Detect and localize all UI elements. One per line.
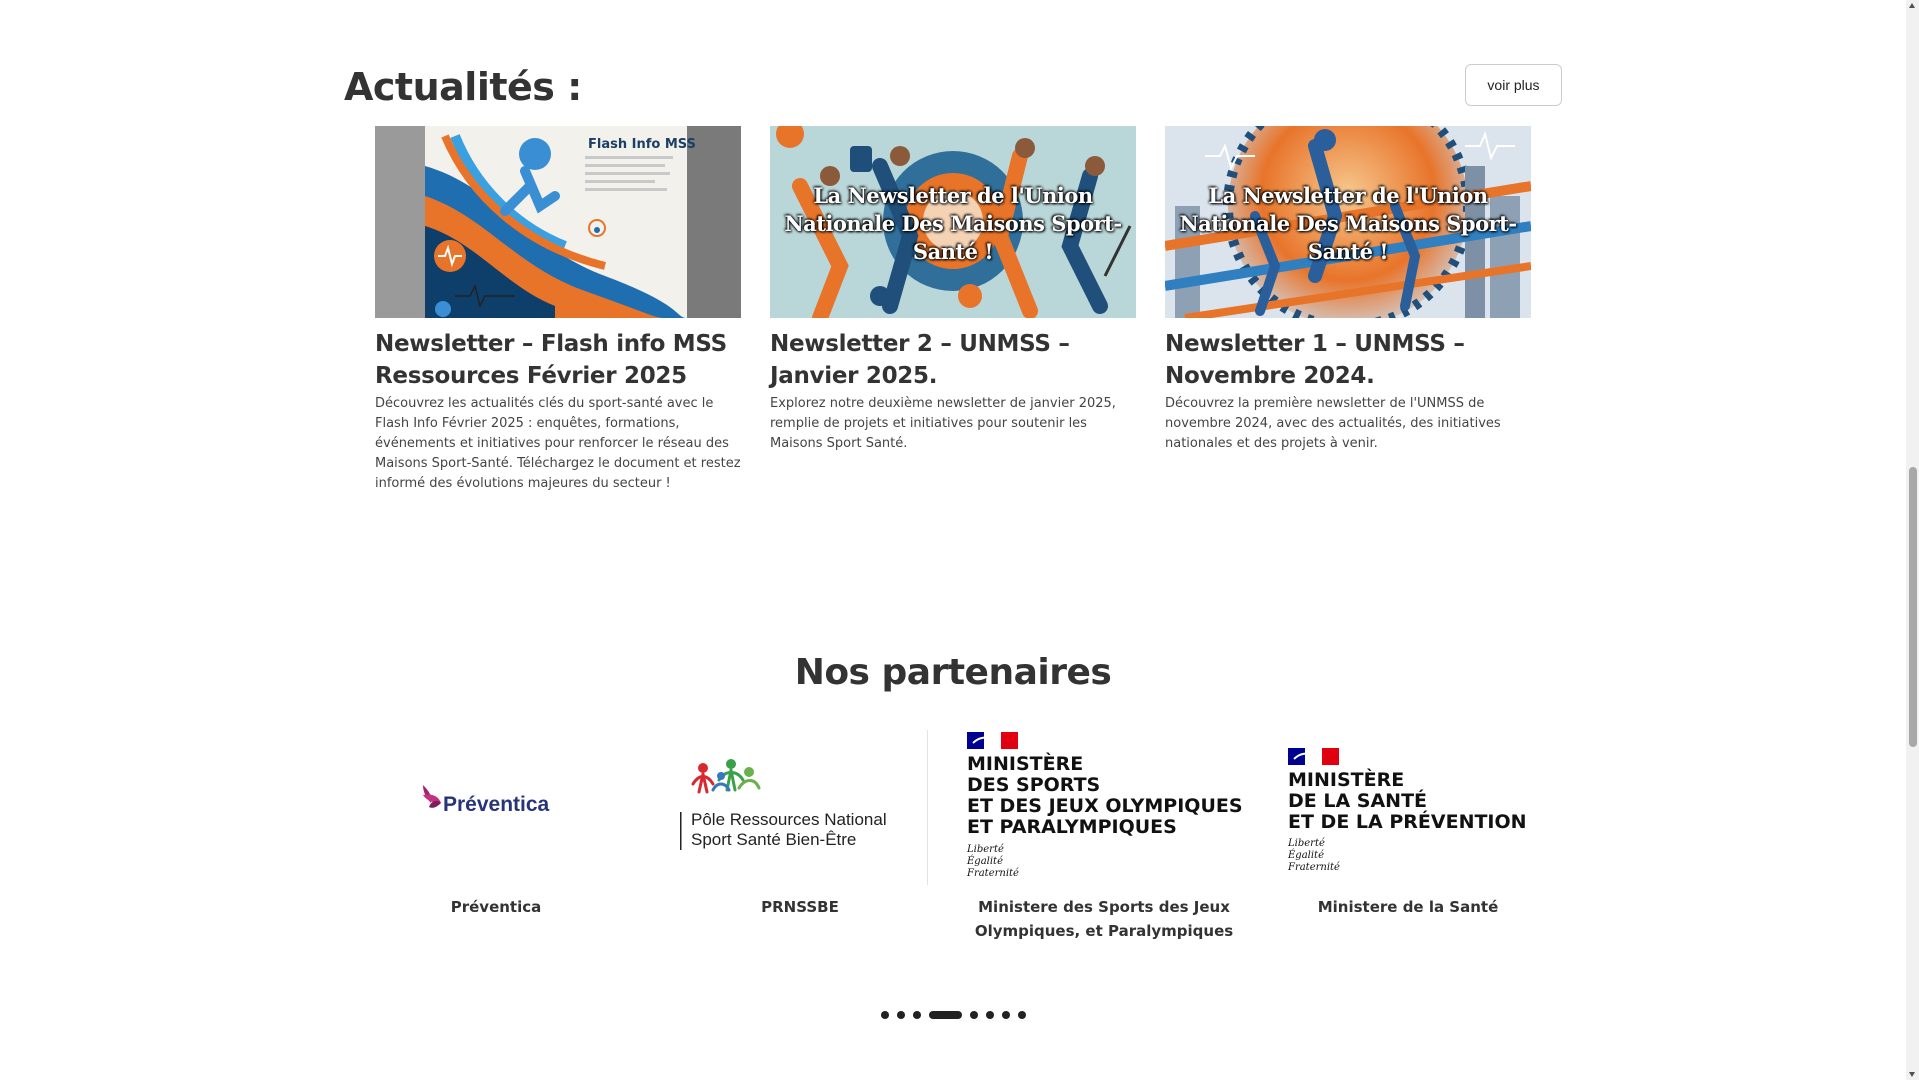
carousel-pagination <box>0 1011 1906 1019</box>
news-card-image-caption: La Newsletter de l'Union Nationale Des Maisons Sport-Santé ! <box>784 183 1122 264</box>
partner-name: Préventica <box>450 898 542 916</box>
news-card-description: Explorez notre deuxième newsletter de janvier 2025, remplie de projets et initiatives pour soutenir les Maisons Sport Santé. <box>770 396 1116 451</box>
scroll-up-arrow-icon[interactable] <box>1909 3 1915 8</box>
news-card-image[interactable] <box>375 126 741 318</box>
ministere-sports-motto: Liberté <box>967 844 1004 855</box>
ministere-sports-logo-line: ET PARALYMPIQUES <box>967 816 1177 838</box>
carousel-dot[interactable] <box>1002 1011 1010 1019</box>
partner-item[interactable] <box>1263 730 1553 919</box>
carousel-dot[interactable] <box>986 1011 994 1019</box>
preventica-logo[interactable] <box>351 730 641 885</box>
carousel-dot-active[interactable] <box>929 1011 962 1019</box>
prnssbe-logo-line2: Sport Santé Bien-Être <box>691 830 857 849</box>
partner-item[interactable] <box>351 730 641 919</box>
ministere-sante-logo-line: DE LA SANTÉ <box>1288 790 1428 812</box>
ministere-sports-logo-line: ET DES JEUX OLYMPIQUES <box>967 795 1243 817</box>
ministere-sports-motto: Fraternité <box>967 868 1019 879</box>
news-card-title[interactable]: Newsletter 2 – UNMSS – Janvier 2025. <box>770 331 1070 389</box>
news-card-image-caption: La Newsletter de l'Union Nationale Des Maisons Sport-Santé ! <box>1179 183 1517 264</box>
ministere-sante-logo-line: MINISTÈRE <box>1288 769 1405 791</box>
partner-name: Ministere des Sports des Jeux Olympiques, et Paralympiques <box>974 898 1234 940</box>
partner-item[interactable] <box>959 730 1249 943</box>
scrollbar-thumb[interactable] <box>1909 467 1917 747</box>
ministere-sante-logo[interactable] <box>1263 730 1553 885</box>
news-card-image[interactable] <box>770 126 1136 318</box>
news-card-description: Découvrez la première newsletter de l'UNMSS de novembre 2024, avec des actualités, des initiatives nationales et des projets à venir. <box>1165 396 1501 451</box>
see-more-button[interactable]: voir plus <box>1465 64 1562 106</box>
news-header <box>344 60 1562 120</box>
news-card-title[interactable]: Newsletter 1 – UNMSS – Novembre 2024. <box>1165 331 1465 389</box>
carousel-dot[interactable] <box>881 1011 889 1019</box>
partner-name: PRNSSBE <box>761 898 839 916</box>
news-card-image[interactable] <box>1165 126 1531 318</box>
ministere-sante-motto: Liberté <box>1288 838 1325 849</box>
carousel-dot[interactable] <box>913 1011 921 1019</box>
news-card-description: Découvrez les actualités clés du sport-santé avec le Flash Info Février 2025 : enquêtes, formations, événements et initiatives pour renforcer le réseau des Maisons Sport-Santé. Téléchargez le document et restez informé des évolutions majeures du secteur ! <box>375 396 741 491</box>
ministere-sante-logo-line: ET DE LA PRÉVENTION <box>1288 811 1527 833</box>
carousel-dot[interactable] <box>1018 1011 1026 1019</box>
ministere-sports-logo-line: DES SPORTS <box>967 774 1101 796</box>
ministere-sports-motto: Égalité <box>967 856 1003 867</box>
news-card[interactable] <box>1165 126 1531 454</box>
preventica-logo-text: Préventica <box>443 793 550 816</box>
news-card[interactable] <box>375 126 741 494</box>
ministere-sports-logo-line: MINISTÈRE <box>967 753 1084 775</box>
news-section-title: Actualités : <box>344 65 582 109</box>
scroll-down-arrow-icon[interactable] <box>1909 1072 1915 1077</box>
prnssbe-logo[interactable] <box>655 730 945 885</box>
page-scrollbar[interactable] <box>1906 0 1919 1080</box>
carousel-dot[interactable] <box>897 1011 905 1019</box>
carousel-dot[interactable] <box>970 1011 978 1019</box>
news-card[interactable] <box>770 126 1136 454</box>
news-card-title[interactable]: Newsletter – Flash info MSS Ressources Février 2025 <box>375 331 727 389</box>
ministere-sante-motto: Égalité <box>1288 850 1324 861</box>
ministere-sports-logo[interactable] <box>959 730 1249 885</box>
svg-text:Flash Info MSS: Flash Info MSS <box>588 137 696 152</box>
prnssbe-logo-line1: Pôle Ressources National <box>691 810 887 829</box>
ministere-sante-motto: Fraternité <box>1288 862 1340 873</box>
partner-name: Ministere de la Santé <box>1317 898 1499 916</box>
partners-section-title: Nos partenaires <box>794 652 1112 693</box>
partner-item[interactable] <box>655 730 945 919</box>
